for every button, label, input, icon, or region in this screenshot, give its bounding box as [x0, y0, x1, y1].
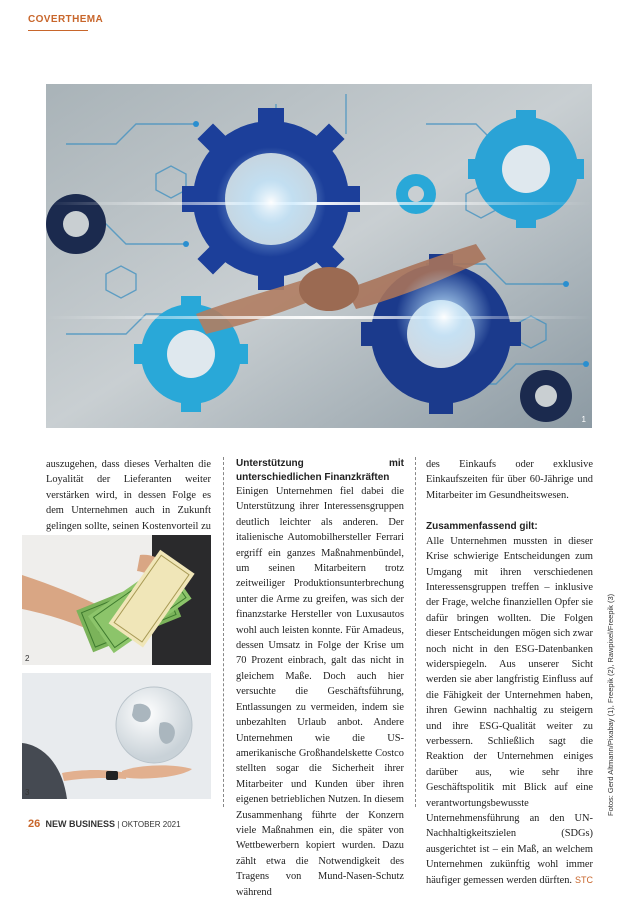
- column-2: [236, 457, 404, 900]
- footer-separator: |: [117, 820, 120, 829]
- column-3: [426, 457, 593, 888]
- image-number: 1: [581, 415, 586, 424]
- column-2-text: Einigen Unternehmen fiel dabei die Unterstützung ihrer Interessensgruppen deutlich leichter als anderen. Der italienische Automobilhersteller Ferrari ergriff ein ganzes Maßnahmenbündel, um seinen Mitarbeitern trotz zeitweiliger Produktionsunterbrechung unter die Arme zu greifen, was sich der finanzstarke Hersteller von Luxusautos wohl auch leisten konnte. Für Amadeus, dessen Umsatz in Folge der Krise um 70 Prozent einbrach, galt das nicht in gleichem Maße. Doch auch hier versuchte die Geschäftsführung, Entlassungen zu vermeiden, indem sie unbezahlten Urlaub anbot. Andere Unternehmen wie die US-amerikanische Großhandelskette Costco stellten sogar die Sicherheit ihrer Mitarbeiter und Kunden über ihren eigenen betrieblichen Nutzen. In diesem Zusammenhang führte der Konzern viele Maßnahmen ein, die später von Wettbewerbern kopiert wurden. Dazu zählt etwa die Notwendigkeit des Tragens von Mund-Nasen-Schutz während: [236, 486, 404, 898]
- hero-image: [46, 84, 592, 428]
- column-1-text: auszugehen, dass dieses Verhalten die Loyalität der Lieferanten weiter verstärken wird, in dessen Folge es dem Unternehmen auch in Zukunft gelingen sollte, seinen Kostenvorteil zu: [46, 459, 211, 532]
- photo-money: [22, 535, 211, 665]
- column-3-intro: des Einkaufs oder exklusive Einkaufszeiten für über 60-Jährige und Mitarbeiter im Gesundheitswesen.: [426, 459, 593, 501]
- page-footer: [28, 818, 181, 830]
- column-divider: [223, 457, 224, 807]
- globe-illustration: [22, 673, 211, 799]
- image-number: 2: [25, 654, 30, 663]
- page-number: 26: [28, 818, 41, 830]
- subheading: Zusammenfassend gilt:: [426, 521, 538, 533]
- section-kicker: COVERTHEMA: [28, 14, 104, 25]
- author-signature: STC: [575, 874, 593, 885]
- column-3-text: Alle Unternehmen mussten in dieser Krise schwierige Entscheidungen zum Umgang mit ihren verschiedenen Interessensgruppen treffen – inklusive der Frage, welche finanziellen Opfer sie dafür bringen wollten. Die Folgen dieser Entscheidungen mögen sich zwar noch nicht in den ESG-Datenbanken widerspiegeln. Aus unserer Sicht werden sie aber langfristig Einfluss auf die Fähigkeit der Unternehmen haben, ihren Gewinn nachhaltig zu steigern und ihre ESG-Qualität weiter zu verbessern. Schließlich sagt die Reaktion der Unternehmen einiges darüber aus, wie sehr ihre Geschäftspolitik mit Blick auf eine verantwortungsbewusste Unternehmensführung an den UN-Nachhaltigkeitszielen (SDGs) ausgerichtet ist – ein Maß, an welchem Unternehmen zukünftig wohl immer häufiger gemessen werden dürften.: [426, 535, 593, 886]
- subheading: Unterstützung mit unterschiedlichen Finanzkräften: [236, 458, 404, 483]
- kicker-rule: [28, 30, 88, 31]
- money-illustration: [22, 535, 211, 665]
- gears-illustration: [46, 84, 592, 428]
- column-divider: [415, 457, 416, 807]
- magazine-name: NEW BUSINESS: [45, 819, 115, 829]
- image-number: 3: [25, 788, 30, 797]
- photo-credit: Fotos: Gerd Altmann/Pixabay (1), Freepik (2), Rawpixel/Freepik (3): [606, 593, 615, 816]
- issue-date: OKTOBER 2021: [121, 820, 181, 829]
- photo-globe: [22, 673, 211, 799]
